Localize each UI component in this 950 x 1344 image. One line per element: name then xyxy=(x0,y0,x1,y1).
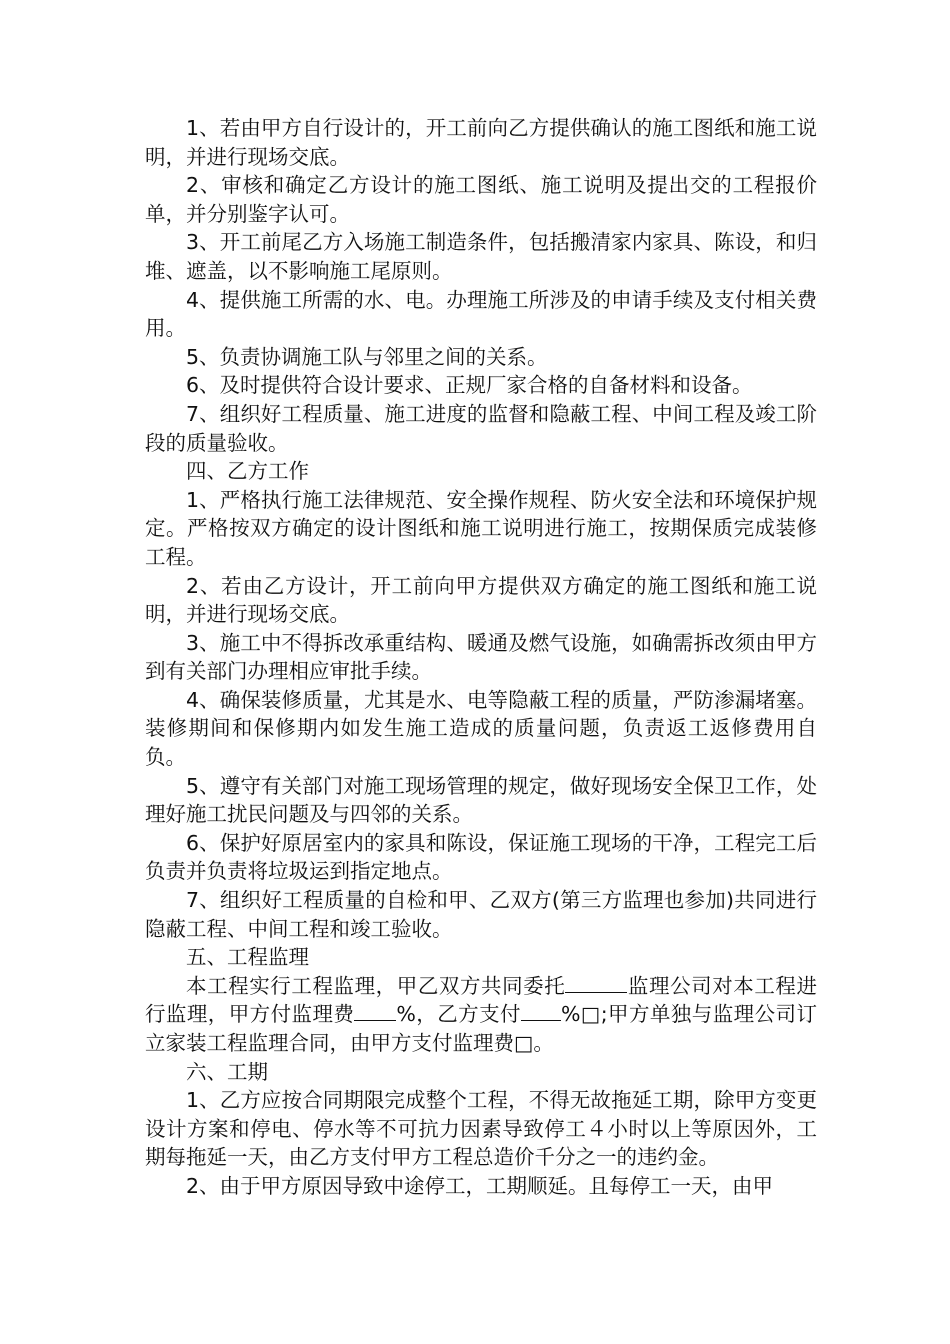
paragraph-party-b-3: 3、施工中不得拆改承重结构、暖通及燃气设施，如确需拆改须由甲方到有关部门办理相应审批手续。 xyxy=(145,630,817,684)
paragraph-party-a-1: 1、若由甲方自行设计的，开工前向乙方提供确认的施工图纸和施工说明，并进行现场交底。 xyxy=(145,116,817,169)
paragraph-supervision xyxy=(145,972,817,1058)
party-b-fee-blank xyxy=(521,1000,561,1021)
supervision-text-3: %，乙方支付 xyxy=(396,1002,521,1027)
paragraph-party-b-1: 1、严格执行施工法律规范、安全操作规程、防火安全法和环境保护规定。严格按双方确定的设计图纸和施工说明进行施工，按期保质完成装修工程。 xyxy=(145,487,817,569)
section-heading-party-b: 四、乙方工作 xyxy=(186,459,309,484)
paragraph-party-a-3: 3、开工前尾乙方入场施工制造条件，包括搬清家内家具、陈设，和归堆、遮盖，以不影响施工尾原则。 xyxy=(145,230,817,283)
paragraph-party-a-7: 7、组织好工程质量、施工进度的监督和隐蔽工程、中间工程及竣工阶段的质量验收。 xyxy=(145,401,817,455)
paragraph-party-a-4: 4、提供施工所需的水、电。办理施工所涉及的申请手续及支付相关费用。 xyxy=(145,287,817,341)
paragraph-party-b-6: 6、保护好原居室内的家具和陈设，保证施工现场的干净，工程完工后负责并负责将垃圾运到指定地点。 xyxy=(145,830,817,884)
paragraph-party-b-2: 2、若由乙方设计，开工前向甲方提供双方确定的施工图纸和施工说明，并进行现场交底。 xyxy=(145,573,817,627)
paragraph-party-b-4: 4、确保装修质量，尤其是水、电等隐蔽工程的质量，严防渗漏堵塞。装修期间和保修期内如发生施工造成的质量问题，负责返工返修费用自负。 xyxy=(145,687,817,770)
supervision-text-1: 本工程实行工程监理，甲乙双方共同委托 xyxy=(186,973,566,998)
paragraph-party-a-5: 5、负责协调施工队与邻里之间的关系。 xyxy=(186,344,548,369)
paragraph-party-a-2: 2、审核和确定乙方设计的施工图纸、施工说明及提出交的工程报价单，并分别鉴字认可。 xyxy=(145,173,817,226)
paragraph-party-b-7: 7、组织好工程质量的自检和甲、乙双方(第三方监理也参加)共同进行隐蔽工程、中间工程和竣工验收。 xyxy=(145,888,817,941)
supervision-company-blank xyxy=(565,972,627,993)
paragraph-schedule-1: 1、乙方应按合同期限完成整个工程，不得无故拖延工期，除甲方变更设计方案和停电、停水等不可抗力因素导致停工４小时以上等原因外，工期每拖延一天，由乙方支付甲方工程总造价千分之一的违约金。 xyxy=(145,1088,817,1170)
section-heading-supervision: 五、工程监理 xyxy=(186,945,309,970)
document-page xyxy=(145,114,817,1201)
paragraph-party-b-5: 5、遵守有关部门对施工现场管理的规定，做好现场安全保卫工作，处理好施工扰民问题及与四邻的关系。 xyxy=(145,773,817,827)
party-a-fee-blank xyxy=(354,1000,396,1021)
section-heading-schedule: 六、工期 xyxy=(186,1059,268,1084)
paragraph-party-a-6: 6、及时提供符合设计要求、正规厂家合格的自备材料和设备。 xyxy=(186,373,753,398)
supervision-text-2: 监理公司对本工程进行监理，甲方付监理费 xyxy=(145,973,818,1027)
paragraph-schedule-2: 2、由于甲方原因导致中途停工，工期顺延。且每停工一天，由甲 xyxy=(186,1173,774,1198)
supervision-text-4: %□;甲方单独与监理公司订立家装工程监理合同，由甲方支付监理费□。 xyxy=(145,1002,817,1055)
